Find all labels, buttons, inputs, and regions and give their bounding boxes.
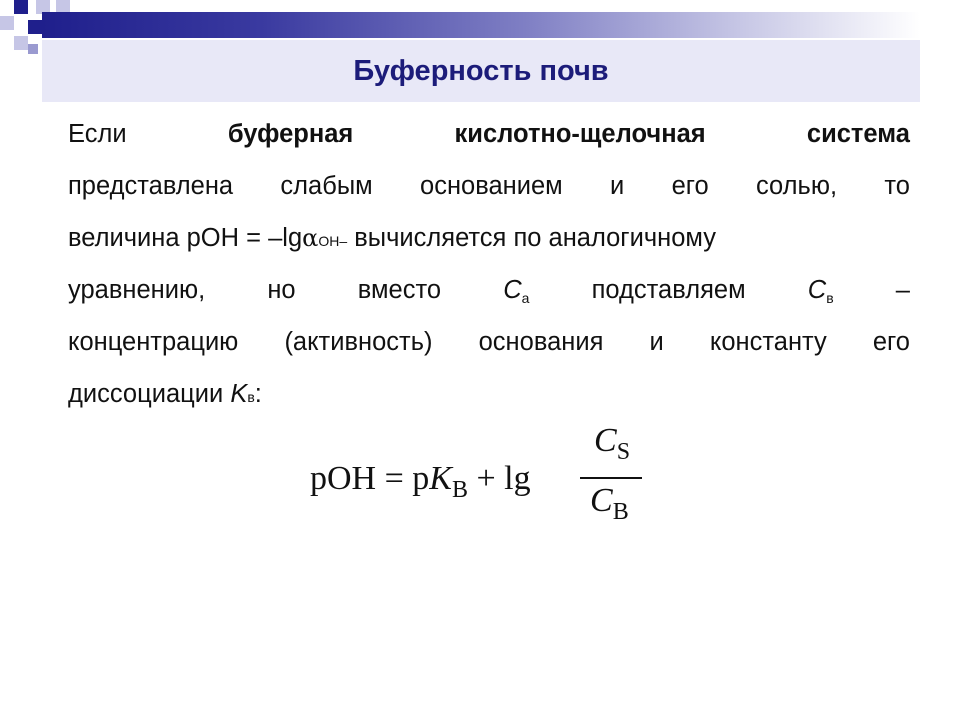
fraction-bar xyxy=(580,477,642,479)
decor-square xyxy=(0,16,14,30)
decor-square xyxy=(14,36,28,50)
word: Если xyxy=(68,120,127,148)
word: основанием xyxy=(420,172,563,200)
word: система xyxy=(806,120,910,148)
text-segment: : xyxy=(254,380,262,408)
word: слабым xyxy=(280,172,373,200)
word: но xyxy=(267,276,296,304)
word: – xyxy=(895,276,910,304)
word: буферная xyxy=(227,120,354,148)
paragraph xyxy=(68,120,910,432)
word: то xyxy=(884,172,910,200)
k-symbol: K xyxy=(230,380,248,408)
text-segment: величина pOH = –lg xyxy=(68,224,303,252)
header-gradient-bar xyxy=(42,12,920,38)
cb-symbol: $C_в$ xyxy=(807,276,834,306)
word: (активность) xyxy=(284,328,433,356)
poh-formula xyxy=(310,420,670,530)
subscript: OH– xyxy=(318,233,348,249)
text-line-2 xyxy=(68,172,910,224)
word: его xyxy=(671,172,709,200)
word: константу xyxy=(709,328,827,356)
subscript: в xyxy=(247,389,255,405)
word: вместо xyxy=(357,276,442,304)
decor-square xyxy=(28,44,38,54)
word: его xyxy=(872,328,910,356)
text-line-4 xyxy=(68,276,910,328)
text-segment: диссоциации xyxy=(68,380,231,408)
formula-numerator: $C_S$ xyxy=(594,422,631,465)
word: концентрацию xyxy=(68,328,239,356)
word: и xyxy=(610,172,625,200)
text-segment: вычисляется по аналогичному xyxy=(347,224,716,252)
decor-square xyxy=(14,0,28,14)
text-line-3 xyxy=(68,224,910,276)
text-line-1 xyxy=(68,120,910,172)
word: основания xyxy=(478,328,604,356)
text-line-5 xyxy=(68,328,910,380)
decor-square xyxy=(28,20,42,34)
ca-symbol: $C_а$ xyxy=(503,276,530,306)
word: и xyxy=(649,328,664,356)
word: солью, xyxy=(756,172,838,200)
word: подставляем xyxy=(591,276,746,304)
alpha-symbol: α xyxy=(302,224,319,252)
word: представлена xyxy=(68,172,234,200)
formula-denominator: $C_B$ xyxy=(590,482,629,525)
formula-lhs: pOH = $pK_B + \lg$ xyxy=(310,460,531,503)
word: кислотно-щелочная xyxy=(454,120,706,148)
slide-title: Буферность почв xyxy=(353,55,609,87)
word: уравнению, xyxy=(68,276,206,304)
